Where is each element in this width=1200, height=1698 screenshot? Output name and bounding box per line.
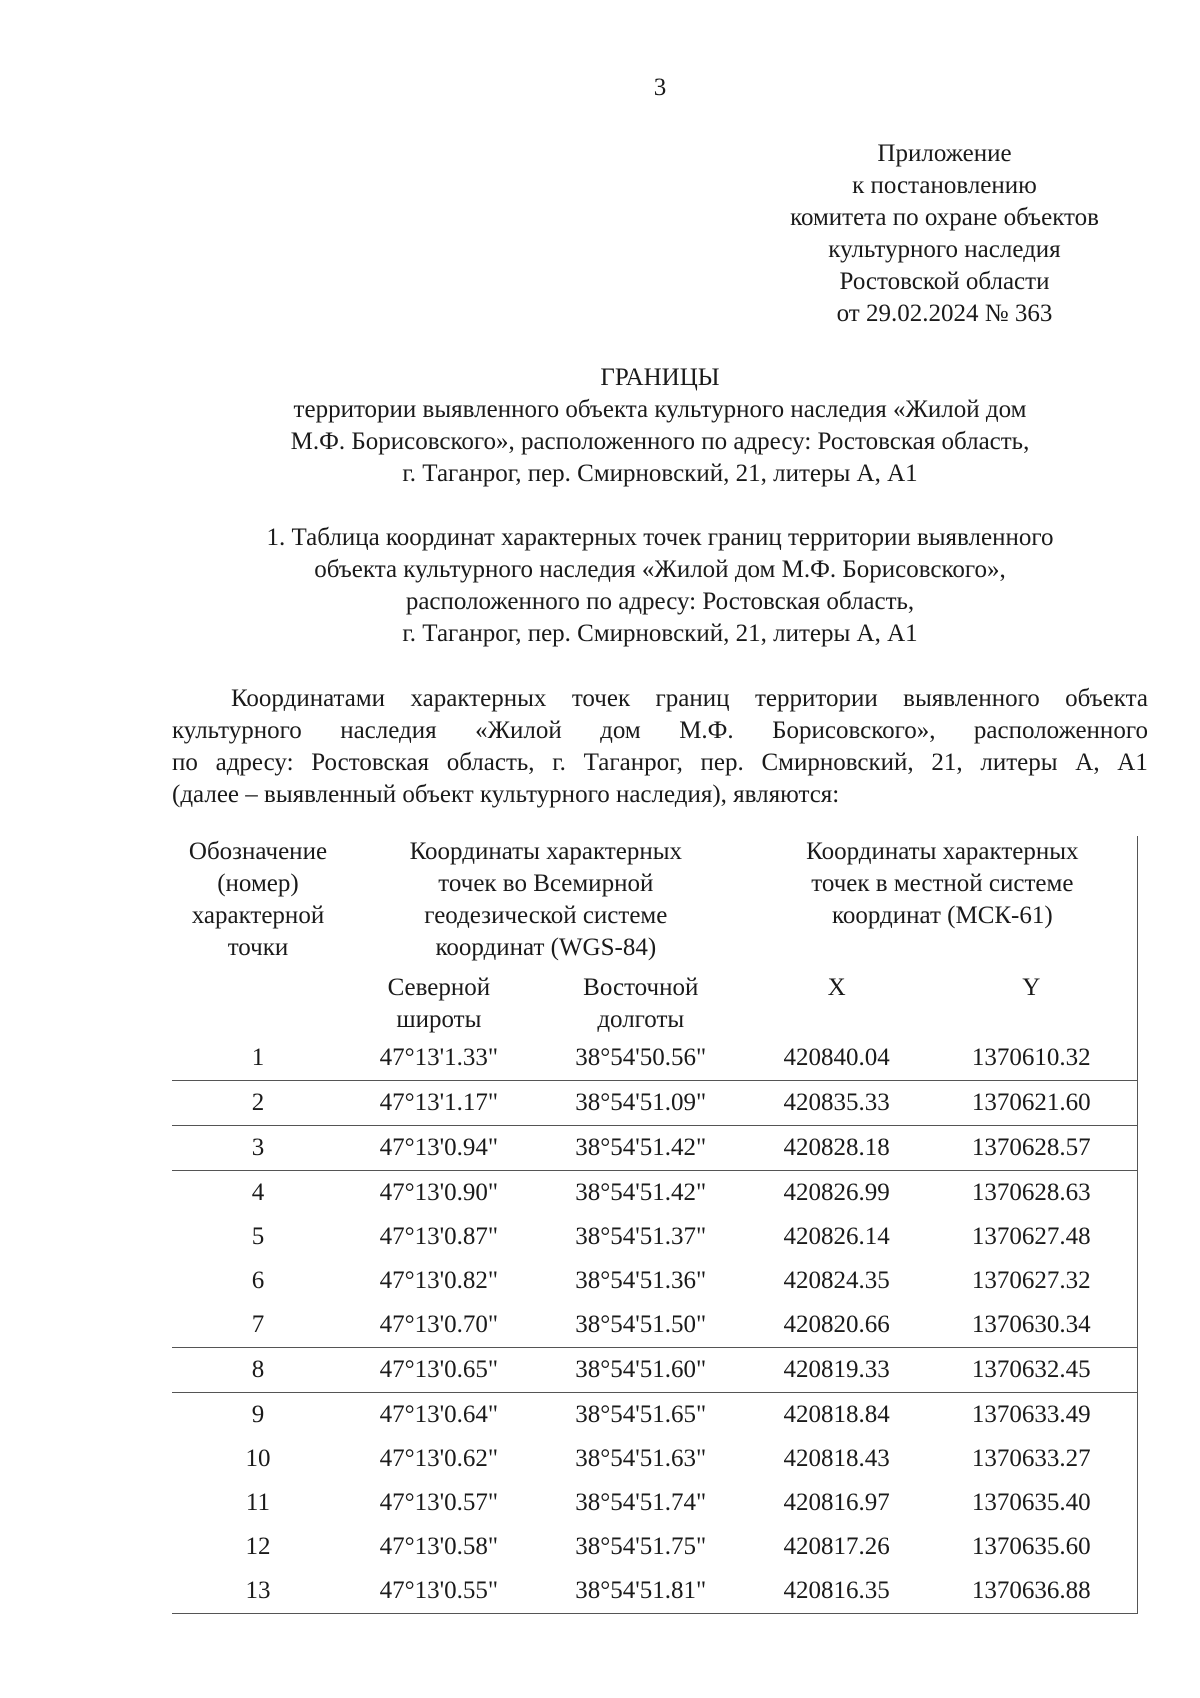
latitude-cell: 47°13'0.57" [379,1489,499,1516]
table-row [172,1171,1138,1216]
appendix-line: к постановлению [852,172,1037,199]
table-row [172,1437,1138,1481]
title-line: г. Таганрог, пер. Смирновский, 21, литеры А, А1 [402,460,918,487]
appendix-line: комитета по охране объектов [790,204,1099,231]
paragraph-line [172,747,1148,779]
appendix-header [742,138,1147,330]
x-cell: 420828.18 [748,1126,926,1171]
section-heading [0,522,1200,650]
latitude-cell: 47°13'1.17" [344,1081,534,1126]
point-number-cell: 12 [245,1533,271,1560]
point-number-cell: 11 [245,1489,270,1516]
paragraph-word: точек [571,685,631,712]
page-number: 3 [653,74,667,101]
x-cell: 420835.33 [748,1081,926,1126]
point-number-cell: 2 [172,1081,344,1126]
x-cell: 420819.33 [748,1348,926,1393]
paragraph-word: Смирновский, [761,749,914,776]
y-cell: 1370632.45 [926,1348,1138,1393]
longitude-cell: 38°54'51.60" [534,1348,748,1393]
paragraph-line: (далее – выявленный объект культурного наследия), являются: [172,781,840,808]
longitude-cell: 38°54'51.74" [575,1489,707,1516]
paragraph-word: область, [446,749,535,776]
y-cell: 1370627.48 [926,1215,1138,1259]
x-cell: 420826.99 [748,1171,926,1216]
header-latitude: Северной широты [387,974,491,1033]
table-row [172,1525,1138,1569]
x-cell: 420817.26 [783,1533,890,1560]
latitude-cell: 47°13'1.33" [379,1044,499,1071]
paragraph-word: Ростовская [311,749,429,776]
x-cell: 420840.04 [783,1044,890,1071]
y-cell: 1370628.57 [926,1126,1138,1171]
x-cell: 420816.35 [748,1569,926,1614]
y-cell: 1370635.40 [926,1481,1138,1525]
paragraph-word: г. [552,749,566,776]
paragraph-word: литеры [980,749,1058,776]
y-cell: 1370621.60 [926,1081,1138,1126]
longitude-cell: 38°54'51.42" [534,1171,748,1216]
table-row [172,1303,1138,1348]
latitude-cell: 47°13'0.70" [379,1311,499,1338]
table-body [172,1036,1138,1614]
table-row [172,1259,1138,1303]
latitude-cell: 47°13'0.62" [379,1445,499,1472]
point-number-cell: 1 [251,1044,265,1071]
point-number-cell: 3 [172,1126,344,1171]
paragraph-word: по [172,749,198,776]
table-row [172,1348,1138,1393]
point-number-cell: 10 [245,1445,271,1472]
title-heading: ГРАНИЦЫ [600,364,720,391]
paragraph-word: характерных [410,685,547,712]
paragraph-word: «Жилой [475,717,562,744]
y-cell: 1370630.34 [926,1303,1138,1348]
latitude-cell: 47°13'0.90" [344,1171,534,1216]
y-cell: 1370633.49 [926,1393,1138,1438]
latitude-cell: 47°13'0.82" [379,1267,499,1294]
longitude-cell: 38°54'51.42" [534,1126,748,1171]
table-row [172,1081,1138,1126]
table-row [172,1481,1138,1525]
appendix-line: Ростовской области [839,268,1050,295]
paragraph-word: адресу: [215,749,294,776]
paragraph-line [172,715,1148,747]
appendix-line: культурного наследия [828,236,1061,263]
paragraph-word: А1 [1117,749,1148,776]
header-longitude: Восточной долготы [583,974,699,1033]
point-number-cell: 6 [251,1267,265,1294]
point-number-cell: 5 [251,1223,265,1250]
paragraph-word: 21, [931,749,963,776]
point-number-cell: 9 [172,1393,344,1438]
paragraph-word: Борисовского», [772,717,936,744]
paragraph-word: Таганрог, [583,749,683,776]
longitude-cell: 38°54'51.37" [575,1223,707,1250]
paragraph-word: А, [1075,749,1100,776]
latitude-cell: 47°13'0.58" [379,1533,499,1560]
latitude-cell: 47°13'0.64" [344,1393,534,1438]
paragraph-word: выявленного [903,685,1040,712]
header-wgs84: Координаты характерных точек во Всемирной геодезической системе координат (WGS-84) [409,838,683,961]
longitude-cell: 38°54'51.36" [575,1267,707,1294]
body-paragraph [172,683,1148,811]
longitude-cell: 38°54'51.75" [575,1533,707,1560]
header-point-designation: Обозначение (номер) характерной точки [188,838,328,961]
paragraph-word: территории [754,685,878,712]
table-row [172,1036,1138,1081]
point-number-cell: 4 [172,1171,344,1216]
x-cell: 420826.14 [783,1223,890,1250]
latitude-cell: 47°13'0.87" [379,1223,499,1250]
y-cell: 1370610.32 [926,1036,1138,1081]
y-cell: 1370633.27 [926,1437,1138,1481]
longitude-cell: 38°54'51.09" [534,1081,748,1126]
section-line: 1. Таблица координат характерных точек границ территории выявленного [266,524,1054,551]
y-cell: 1370635.60 [926,1525,1138,1569]
title-line: территории выявленного объекта культурного наследия «Жилой дом [293,396,1027,423]
x-cell: 420824.35 [783,1267,890,1294]
coordinates-table [172,836,1138,1614]
point-number-cell: 13 [172,1569,344,1614]
longitude-cell: 38°54'51.65" [534,1393,748,1438]
table-row [172,1215,1138,1259]
longitude-cell: 38°54'51.81" [534,1569,748,1614]
x-cell: 420816.97 [783,1489,890,1516]
paragraph-word: культурного [172,717,302,744]
table-header-row [172,836,1138,972]
paragraph-word: дом [600,717,641,744]
paragraph-line [172,683,1148,715]
paragraph-word: границ [655,685,730,712]
latitude-cell: 47°13'0.55" [344,1569,534,1614]
x-cell: 420820.66 [783,1311,890,1338]
paragraph-word: пер. [700,749,744,776]
header-x: X [827,974,846,1001]
section-line: г. Таганрог, пер. Смирновский, 21, литеры А, А1 [402,620,918,647]
paragraph-word: наследия [340,717,437,744]
paragraph-word: М.Ф. [679,717,734,744]
paragraph-word: расположенного [973,717,1148,744]
latitude-cell: 47°13'0.65" [344,1348,534,1393]
latitude-cell: 47°13'0.94" [344,1126,534,1171]
x-cell: 420818.43 [783,1445,890,1472]
table-row [172,1393,1138,1438]
document-title [0,362,1200,490]
x-cell: 420818.84 [748,1393,926,1438]
longitude-cell: 38°54'51.50" [575,1311,707,1338]
table-row [172,1126,1138,1171]
paragraph-word: Координатами [231,685,386,712]
longitude-cell: 38°54'50.56" [575,1044,707,1071]
paragraph-word: объекта [1065,685,1148,712]
y-cell: 1370628.63 [926,1171,1138,1216]
appendix-line: Приложение [877,140,1012,167]
title-line: М.Ф. Борисовского», расположенного по адресу: Ростовская область, [290,428,1030,455]
appendix-line: от 29.02.2024 № 363 [836,300,1053,327]
header-y: Y [926,972,1138,1036]
point-number-cell: 7 [251,1311,265,1338]
section-line: объекта культурного наследия «Жилой дом М.Ф. Борисовского», [314,556,1006,583]
y-cell: 1370636.88 [926,1569,1138,1614]
header-msk61: Координаты характерных точек в местной системе координат (МСК-61) [748,836,1138,972]
section-line: расположенного по адресу: Ростовская область, [405,588,915,615]
y-cell: 1370627.32 [926,1259,1138,1303]
longitude-cell: 38°54'51.63" [575,1445,707,1472]
point-number-cell: 8 [172,1348,344,1393]
table-row [172,1569,1138,1614]
